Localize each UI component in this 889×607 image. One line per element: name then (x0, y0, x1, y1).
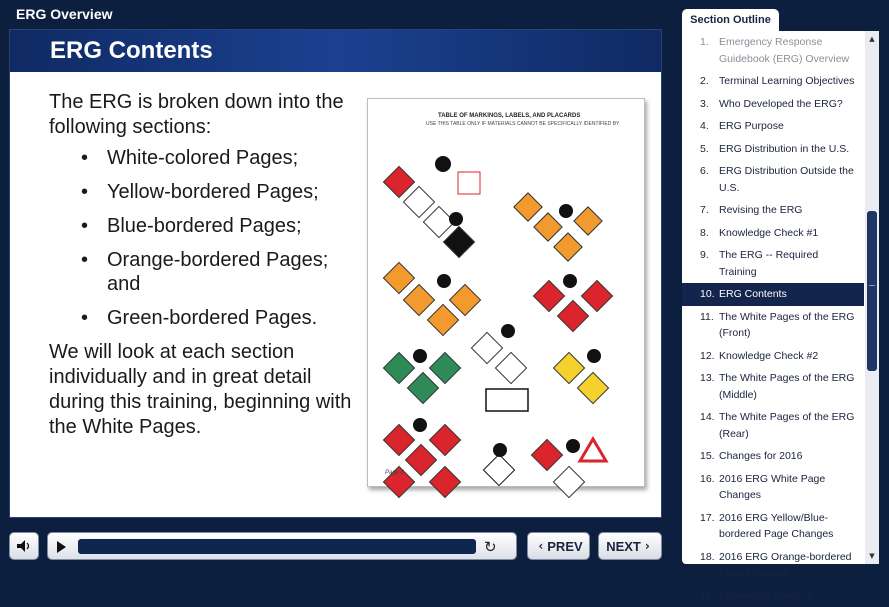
outline-item-label: The ERG -- Required Training (719, 247, 858, 280)
placard-group-128 (531, 439, 606, 498)
outline-item[interactable] (682, 244, 864, 283)
outline-item-label: Terminal Learning Objectives (719, 73, 854, 90)
chevron-left-icon: ‹ (538, 539, 543, 553)
outline-item-number: 11. (700, 309, 719, 342)
outline-item-label: Emergency Response Guidebook (ERG) Overview (719, 34, 858, 67)
outline-item-label: Revising the ERG (719, 202, 802, 219)
outline-item-number: 13. (700, 370, 719, 403)
placard-table-image (367, 98, 645, 487)
placard-group-114 (383, 262, 480, 335)
outline-item[interactable] (682, 468, 864, 507)
outline-item-label: The White Pages of the ERG (Middle) (719, 370, 858, 403)
outline-item-number: 8. (700, 225, 719, 242)
seek-bar[interactable] (78, 539, 476, 554)
section-outline-panel (682, 31, 879, 564)
placard-group-112 (514, 193, 602, 261)
outline-item-number: 10. (700, 286, 719, 303)
slide-title: ERG Contents (50, 37, 213, 65)
outline-item-label: Knowledge Check #1 (719, 225, 818, 242)
outline-item[interactable] (682, 585, 864, 607)
placards-illustration (368, 99, 646, 488)
outline-item-number: 6. (700, 163, 719, 196)
bullet-item: • Orange-bordered Pages; and (81, 248, 354, 296)
outline-item[interactable] (682, 507, 864, 546)
prev-label: PREV (547, 539, 582, 554)
bullet-item: • Yellow-bordered Pages; (81, 180, 354, 204)
outline-item-number: 16. (700, 471, 719, 504)
bullet-item: • White-colored Pages; (81, 146, 354, 170)
outline-item-number: 9. (700, 247, 719, 280)
placard-group-127 (383, 418, 460, 498)
outline-item-label: Changes for 2016 (719, 448, 802, 465)
outline-item[interactable] (682, 70, 864, 93)
scroll-up-icon[interactable]: ▲ (867, 34, 877, 44)
doc-title: TABLE OF MARKINGS, LABELS, AND PLACARDS (438, 113, 580, 119)
window-title: ERG Overview (16, 6, 113, 22)
outline-item-label: Knowledge Check 3 (719, 588, 812, 605)
slide-header (10, 30, 661, 72)
outline-item-label: The White Pages of the ERG (Front) (719, 309, 858, 342)
outline-item[interactable] (682, 115, 864, 138)
next-label: NEXT (606, 539, 641, 554)
outline-item-label: ERG Purpose (719, 118, 784, 135)
outline-item-number: 1. (700, 34, 719, 67)
placard-group-121 (383, 349, 460, 404)
slide-intro: The ERG is broken down into the following sections: (49, 90, 354, 140)
outline-item-number: 7. (700, 202, 719, 219)
section-outline-tab[interactable]: Section Outline (682, 9, 779, 31)
outline-item[interactable] (682, 283, 864, 306)
outline-item[interactable] (682, 345, 864, 368)
bullet-item: • Green-bordered Pages. (81, 306, 354, 330)
placard-group-125 (483, 443, 514, 486)
outline-item-label: 2016 ERG Orange-bordered Page Changes (719, 549, 858, 582)
outline-item[interactable] (682, 367, 864, 406)
outline-item-label: Who Developed the ERG? (719, 96, 843, 113)
outline-item-label: 2016 ERG White Page Changes (719, 471, 858, 504)
prev-button[interactable] (527, 532, 590, 560)
outline-list (682, 31, 864, 607)
doc-page-label: Page 8 (385, 470, 404, 476)
placard-group-118 (533, 274, 612, 332)
outline-item-label: Knowledge Check #2 (719, 348, 818, 365)
section-bullet-list (81, 146, 354, 330)
volume-button[interactable] (9, 532, 39, 560)
outline-item-number: 12. (700, 348, 719, 365)
replay-icon[interactable]: ↻ (484, 538, 497, 556)
outline-scrollbar[interactable] (865, 31, 879, 564)
placard-group-122 (553, 349, 608, 404)
play-icon[interactable] (57, 541, 66, 553)
outline-item[interactable] (682, 199, 864, 222)
outline-item-number: 15. (700, 448, 719, 465)
slide-body-text (49, 90, 354, 440)
scroll-down-icon[interactable]: ▼ (867, 551, 877, 561)
outline-item[interactable] (682, 546, 864, 585)
outline-item[interactable] (682, 445, 864, 468)
next-button[interactable] (598, 532, 662, 560)
outline-item-label: The White Pages of the ERG (Rear) (719, 409, 858, 442)
outline-item-number: 14. (700, 409, 719, 442)
doc-subtitle: USE THIS TABLE ONLY IF MATERIALS CANNOT BE SPECIFICALLY IDENTIFIED BY (426, 121, 619, 127)
outline-item-number: 3. (700, 96, 719, 113)
speaker-icon (17, 540, 31, 552)
placard-group-111 (383, 156, 480, 258)
chevron-right-icon: › (645, 539, 650, 553)
scrollbar-thumb[interactable] (867, 211, 877, 371)
placard-group-123 (471, 324, 528, 411)
outline-item-label: ERG Distribution Outside the U.S. (719, 163, 858, 196)
scroll-grip (869, 285, 875, 286)
outline-item[interactable] (682, 93, 864, 116)
slide-content (9, 29, 662, 518)
outline-item-label: 2016 ERG Yellow/Blue-bordered Page Changes (719, 510, 858, 543)
outline-item[interactable] (682, 31, 864, 70)
seek-bar-container (47, 532, 517, 560)
outline-item-number: 4. (700, 118, 719, 135)
outline-item-label: ERG Contents (719, 286, 787, 303)
slide-closing: We will look at each section individually and in great detail during this training, beginning with the White Pages. (49, 340, 354, 440)
outline-item[interactable] (682, 406, 864, 445)
outline-item[interactable] (682, 306, 864, 345)
outline-item[interactable] (682, 160, 864, 199)
outline-item-label: ERG Distribution in the U.S. (719, 141, 849, 158)
outline-item-number: 5. (700, 141, 719, 158)
bullet-item: • Blue-bordered Pages; (81, 214, 354, 238)
outline-item-number: 18. (700, 549, 719, 582)
outline-item-number: 19. (700, 588, 719, 605)
outline-item-number: 2. (700, 73, 719, 90)
player-controls (9, 532, 662, 560)
outline-item[interactable] (682, 138, 864, 161)
outline-item-number: 17. (700, 510, 719, 543)
outline-item[interactable] (682, 222, 864, 245)
